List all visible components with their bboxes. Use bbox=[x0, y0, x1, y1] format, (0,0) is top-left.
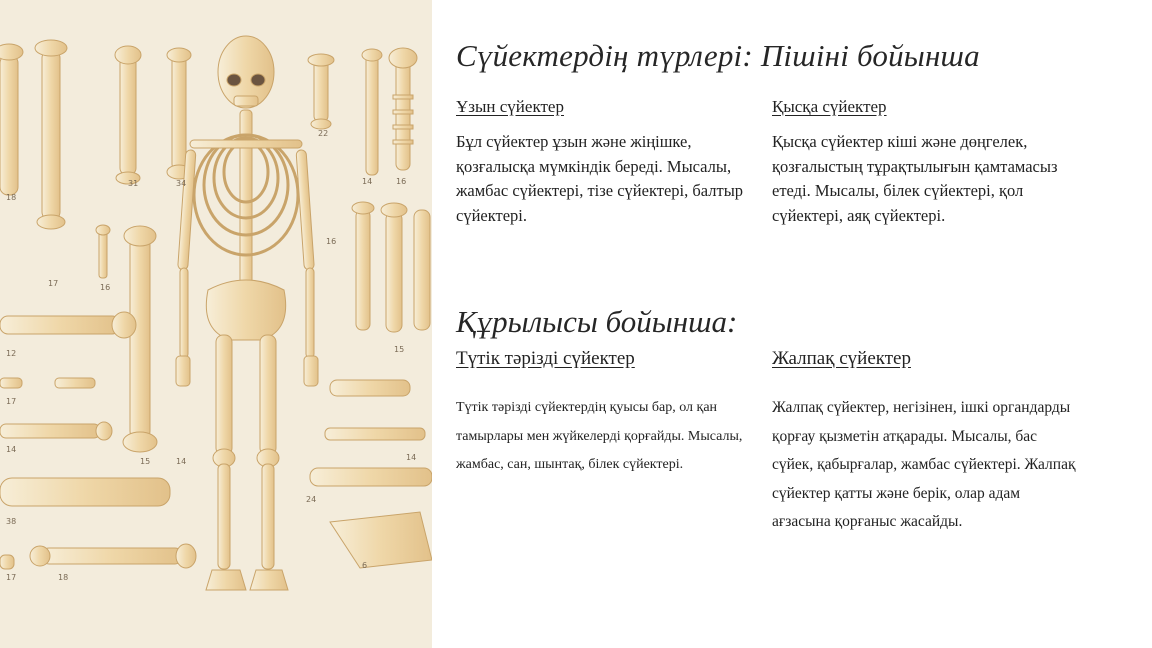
bone-right-scapula bbox=[330, 512, 432, 568]
label-17a: 17 bbox=[48, 279, 59, 288]
label-18b: 18 bbox=[58, 573, 69, 582]
bone-small-top-right bbox=[308, 54, 334, 129]
label-34: 34 bbox=[176, 179, 187, 188]
label-6: 6 bbox=[362, 561, 368, 570]
label-22: 22 bbox=[318, 129, 329, 138]
tubular-bones-heading: Түтік тәрізді сүйектер bbox=[456, 348, 635, 369]
label-14b: 14 bbox=[6, 445, 17, 454]
bone-right-horizontal-3 bbox=[310, 468, 432, 486]
bone-right-long-3 bbox=[414, 210, 430, 330]
bone-small-bottom-left bbox=[0, 555, 14, 569]
bone-horizontal-5 bbox=[30, 544, 196, 568]
label-14c: 14 bbox=[176, 457, 187, 466]
bone-horizontal-3 bbox=[0, 422, 112, 440]
label-12: 12 bbox=[6, 349, 17, 358]
label-15b: 15 bbox=[140, 457, 151, 466]
bone-tibia-top bbox=[35, 40, 67, 229]
bone-horizontal-4 bbox=[0, 478, 170, 506]
flat-bones-text: Жалпақ сүйектер, негізінен, ішкі органдарды қорғау қызметін атқарады. Мысалы, бас сүйек, қабырғалар, жамбас сүйектері. Жалпақ сүйектер қатты және берік, олар адам ағзасына қорғаныс жасайды. bbox=[772, 399, 1076, 530]
bone-ulna-top-right bbox=[389, 48, 417, 170]
label-38: 38 bbox=[6, 517, 17, 526]
short-bones-text: Қысқа сүйектер кіші және дөңгелек, қозғалыстың тұрақтылығын қамтамасыз етеді. Мысалы, білек сүйектері, қол сүйектері, аяқ сүйектері. bbox=[772, 132, 1058, 225]
tubular-bones-text: Түтік тәрізді сүйектердің қуысы бар, ол қан тамырлары мен жүйкелерді қорғайды. Мысалы, жамбас, сан, шынтақ, білек сүйектері. bbox=[456, 400, 743, 472]
bone-femur-mid bbox=[123, 226, 157, 452]
skeleton-svg bbox=[0, 0, 432, 648]
bone-horizontal-1 bbox=[0, 312, 136, 338]
skeleton-clavicles bbox=[190, 140, 302, 148]
label-14a: 14 bbox=[362, 177, 373, 186]
slide-title-shape: Сүйектердің түрлері: Пішіні бойынша bbox=[456, 38, 980, 73]
bone-right-long-1 bbox=[352, 202, 374, 330]
label-24: 24 bbox=[306, 495, 317, 504]
label-31: 31 bbox=[128, 179, 139, 188]
long-bones-text: Бұл сүйектер ұзын және жіңішке, қозғалысқа мүмкіндік береді. Мысалы, жамбас сүйектері, тізе сүйектері, балтыр сүйектері. bbox=[456, 132, 744, 225]
slide-title-structure: Құрылысы бойынша: bbox=[456, 304, 738, 339]
skeleton-skull bbox=[218, 36, 274, 108]
label-17b: 17 bbox=[6, 397, 17, 406]
label-16a: 16 bbox=[100, 283, 111, 292]
bone-humerus-top bbox=[115, 46, 141, 184]
label-16c: 16 bbox=[326, 237, 337, 246]
label-17c: 17 bbox=[6, 573, 17, 582]
short-bones-heading: Қысқа сүйектер bbox=[772, 97, 887, 116]
bone-fibula-top-right bbox=[362, 49, 382, 175]
long-bones-heading: Ұзын сүйектер bbox=[456, 97, 564, 116]
label-14d: 14 bbox=[406, 453, 417, 462]
label-16b: 16 bbox=[396, 177, 407, 186]
content-panel bbox=[432, 0, 1152, 648]
bone-right-long-2 bbox=[381, 203, 407, 332]
flat-bones-heading: Жалпақ сүйектер bbox=[772, 348, 911, 369]
label-15a: 15 bbox=[394, 345, 405, 354]
bone-small-mid-left bbox=[96, 225, 110, 278]
bone-horizontal-2 bbox=[0, 378, 95, 388]
skeleton-illustration bbox=[0, 0, 432, 648]
bone-right-horizontal-1 bbox=[330, 380, 410, 396]
label-18a: 18 bbox=[6, 193, 17, 202]
bone-right-horizontal-2 bbox=[325, 428, 425, 440]
bone-femur-top-left bbox=[0, 44, 23, 195]
skeleton-legs bbox=[206, 335, 288, 590]
skeleton-pelvis bbox=[206, 280, 285, 340]
